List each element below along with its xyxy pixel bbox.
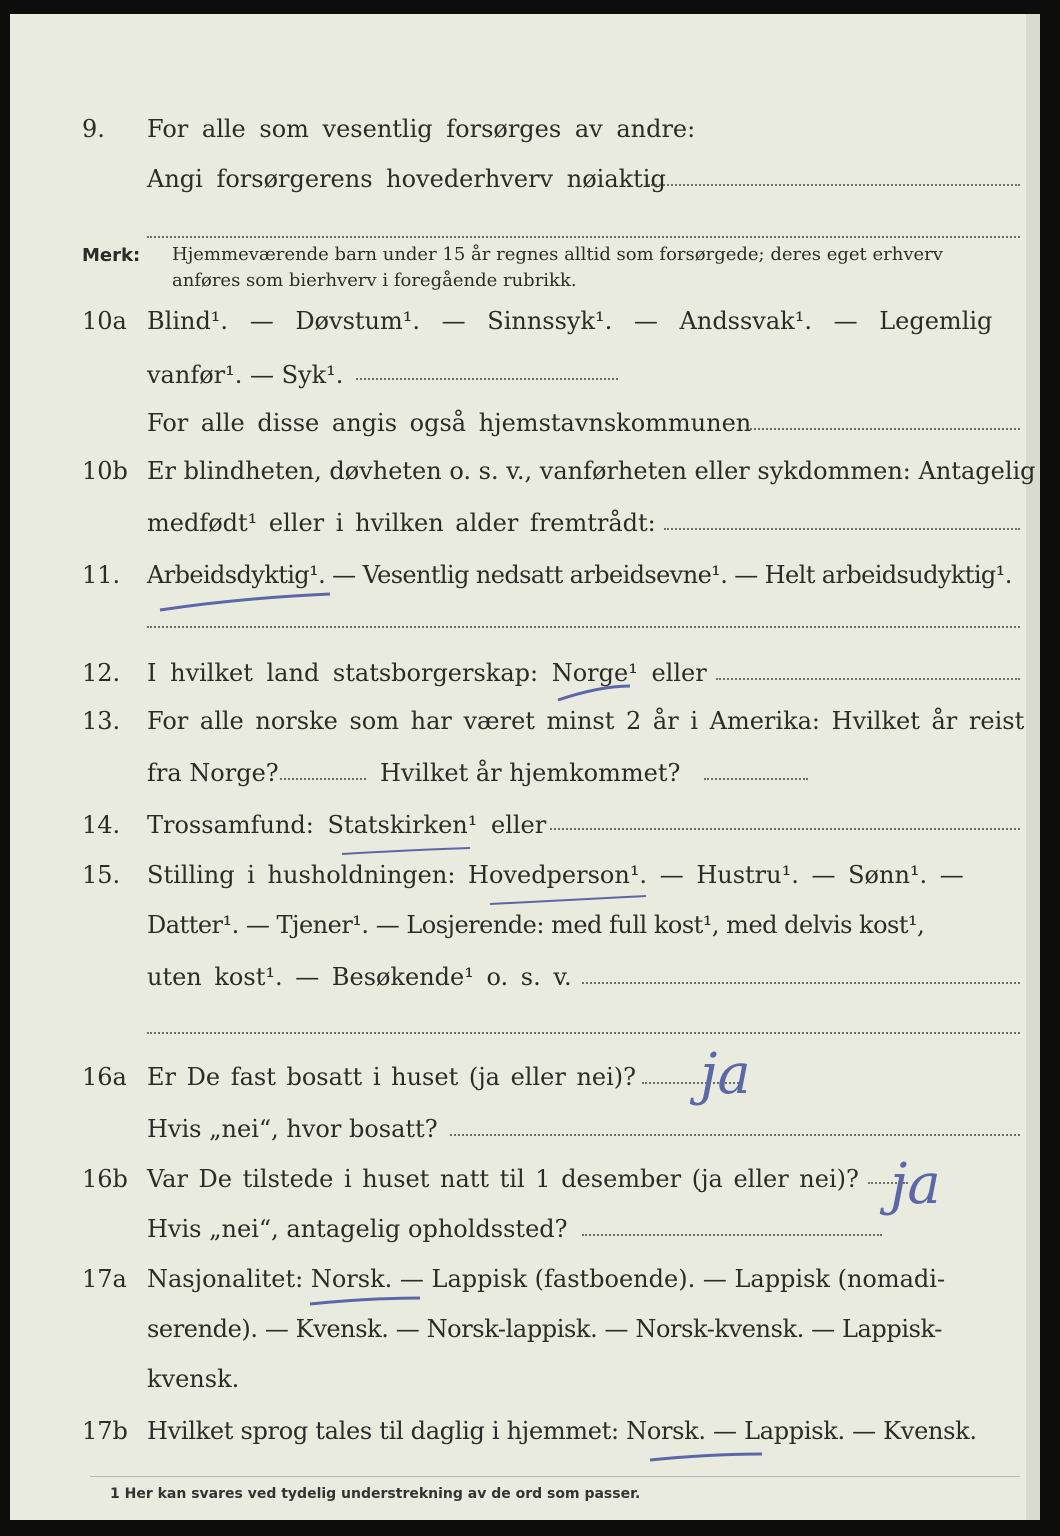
underline-arbeidsdyktig — [160, 594, 330, 610]
q11-text: Arbeidsdyktig¹. — Vesentlig nedsatt arbeidsevne¹. — Helt arbeidsudyktig¹. — [147, 561, 1012, 589]
q9-number: 9. — [82, 115, 105, 143]
q10a-text-3: For alle disse angis også hjemstavnskommunen — [147, 409, 752, 437]
q13-text-2b: Hvilket år hjemkommet? — [380, 759, 681, 787]
merk-text-2: anføres som bierhverv i foregående rubrikk. — [172, 270, 577, 291]
q9-text: For alle som vesentlig forsørges av andre: — [147, 115, 696, 143]
q17b-number: 17b — [82, 1417, 128, 1445]
q16b-text: Var De tilstede i huset natt til 1 desember (ja eller nei)? — [147, 1165, 859, 1193]
q10a-number: 10a — [82, 307, 127, 335]
q9-text-2: Angi forsørgerens hovederhverv nøiaktig — [147, 165, 666, 193]
answer-line[interactable] — [450, 1134, 1020, 1136]
footnote: 1 Her kan svares ved tydelig understrekning av de ord som passer. — [110, 1486, 641, 1502]
q16a-number: 16a — [82, 1063, 127, 1091]
answer-line[interactable] — [147, 626, 1020, 628]
q15-number: 15. — [82, 861, 121, 889]
q11-number: 11. — [82, 561, 121, 589]
answer-line[interactable] — [582, 1234, 882, 1236]
answer-line[interactable] — [550, 828, 1020, 830]
answer-line[interactable] — [716, 678, 1020, 680]
q13-text: For alle norske som har været minst 2 år i Amerika: Hvilket år reist — [147, 707, 1025, 735]
q10b-text-2: medfødt¹ eller i hvilken alder fremtrådt: — [147, 509, 656, 537]
q17a-text-3: kvensk. — [147, 1365, 240, 1393]
underline-norge — [558, 686, 630, 700]
answer-line[interactable] — [648, 184, 1020, 186]
q10a-text: Blind¹. — Døvstum¹. — Sinnssyk¹. — Andssvak¹. — Legemlig — [147, 307, 993, 335]
q16b-number: 16b — [82, 1165, 128, 1193]
q12-text: I hvilket land statsborgerskap: Norge¹ eller — [147, 659, 707, 687]
underline-hovedperson — [490, 896, 646, 904]
q16a-text-2: Hvis „nei“, hvor bosatt? — [147, 1115, 438, 1143]
q15-text: Stilling i husholdningen: Hovedperson¹. — Hustru¹. — Sønn¹. — — [147, 861, 964, 889]
answer-line[interactable] — [147, 236, 1020, 238]
underline-norsk-17a — [310, 1298, 420, 1304]
footnote-rule — [90, 1476, 1020, 1477]
answer-line[interactable] — [582, 982, 1020, 984]
q13-text-2a: fra Norge? — [147, 759, 279, 787]
census-form-page — [10, 14, 1040, 1520]
answer-line[interactable] — [280, 778, 366, 780]
q15-text-3: uten kost¹. — Besøkende¹ o. s. v. — [147, 963, 572, 991]
underline-norsk-17b — [650, 1454, 762, 1460]
q16a-handwritten-answer: ja — [700, 1042, 751, 1107]
q17a-text: Nasjonalitet: Norsk. — Lappisk (fastboende). — Lappisk (nomadi- — [147, 1265, 946, 1293]
merk-label: Merk: — [82, 245, 141, 266]
q17a-number: 17a — [82, 1265, 127, 1293]
answer-line[interactable] — [664, 528, 1020, 530]
q16a-text: Er De fast bosatt i huset (ja eller nei)? — [147, 1063, 637, 1091]
q16b-handwritten-answer: ja — [890, 1152, 941, 1217]
answer-line[interactable] — [147, 1032, 1020, 1034]
q16b-text-2: Hvis „nei“, antagelig opholdssted? — [147, 1215, 568, 1243]
q14-text: Trossamfund: Statskirken¹ eller — [147, 811, 547, 839]
q17a-text-2: serende). — Kvensk. — Norsk-lappisk. — Norsk-kvensk. — Lappisk- — [147, 1315, 942, 1343]
answer-line[interactable] — [750, 428, 1020, 430]
answer-line[interactable] — [356, 378, 618, 380]
underline-statskirken — [342, 848, 470, 854]
q15-text-2: Datter¹. — Tjener¹. — Losjerende: med full kost¹, med delvis kost¹, — [147, 911, 925, 939]
paper-edge — [1026, 14, 1040, 1520]
merk-text-1: Hjemmeværende barn under 15 år regnes alltid som forsørgede; deres eget erhverv — [172, 244, 943, 265]
q13-number: 13. — [82, 707, 121, 735]
answer-line[interactable] — [704, 778, 808, 780]
q14-number: 14. — [82, 811, 121, 839]
q12-number: 12. — [82, 659, 121, 687]
q10b-number: 10b — [82, 457, 128, 485]
q10a-text-2: vanfør¹. — Syk¹. — [147, 361, 344, 389]
q17b-text: Hvilket sprog tales til daglig i hjemmet: Norsk. — Lappisk. — Kvensk. — [147, 1417, 977, 1445]
q10b-text: Er blindheten, døvheten o. s. v., vanførheten eller sykdommen: Antagelig — [147, 457, 1036, 485]
